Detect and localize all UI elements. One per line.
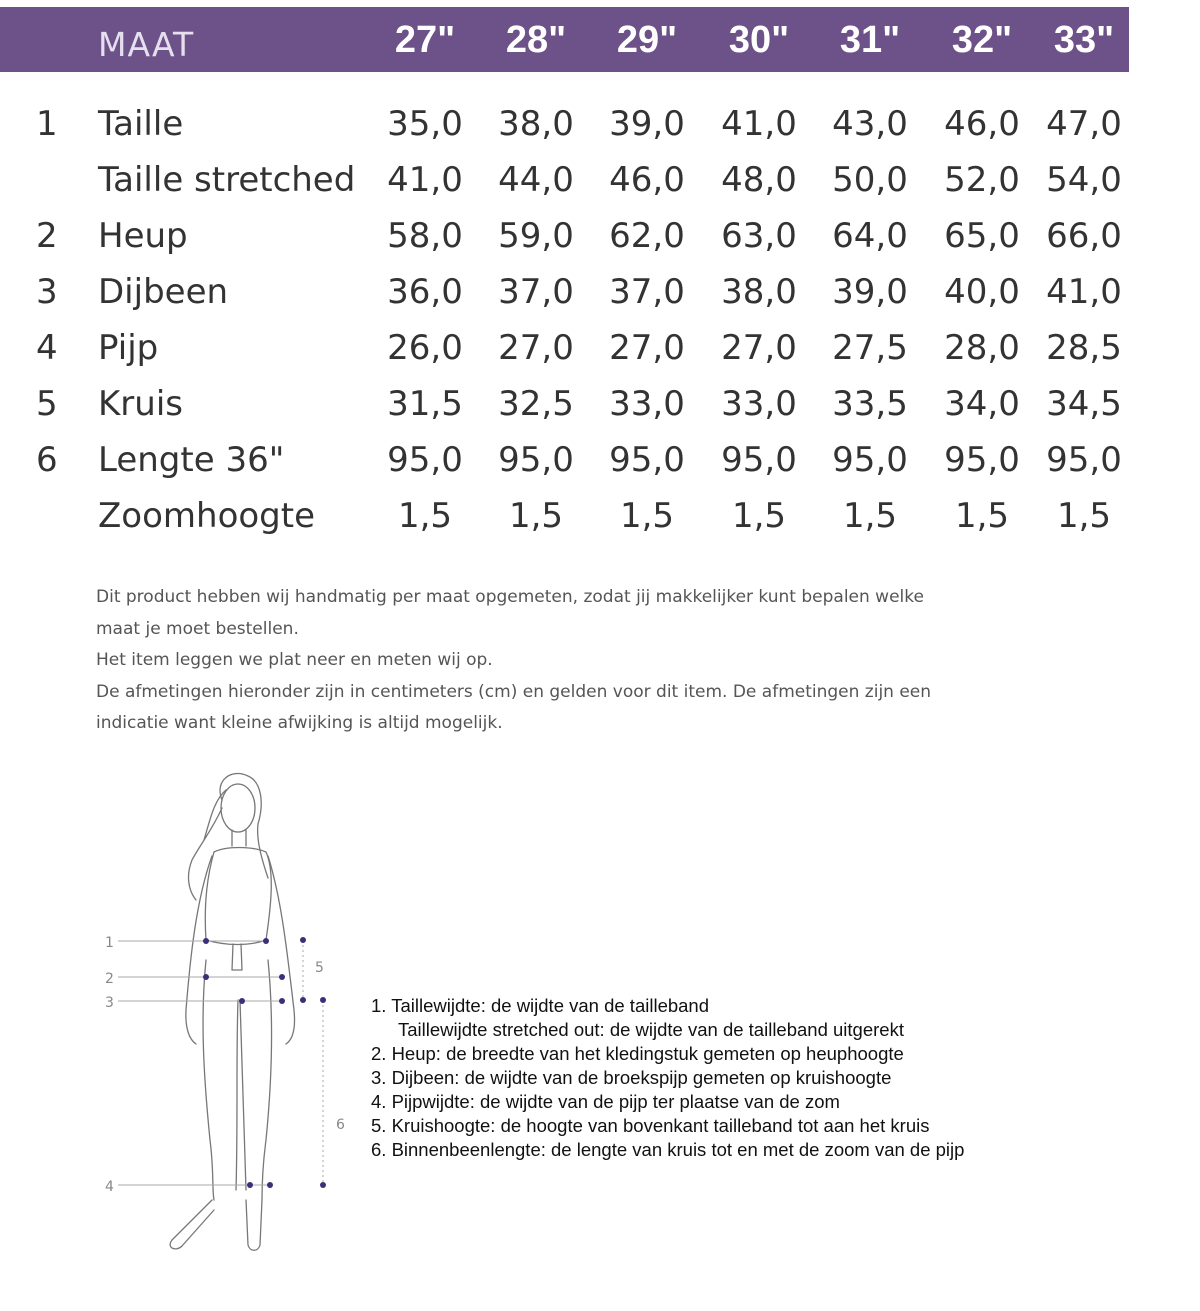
cell: 37,0 bbox=[498, 272, 574, 312]
row-label: Heup bbox=[98, 216, 188, 256]
cell: 63,0 bbox=[721, 216, 797, 256]
cell: 66,0 bbox=[1046, 216, 1122, 256]
row-number: 5 bbox=[36, 384, 58, 424]
cell: 65,0 bbox=[944, 216, 1020, 256]
figure-marker-2: 2 bbox=[105, 971, 114, 987]
cell: 64,0 bbox=[832, 216, 908, 256]
description-line: indicatie want kleine afwijking is altijd mogelijk. bbox=[96, 713, 503, 733]
cell: 1,5 bbox=[508, 496, 564, 536]
table-row bbox=[0, 272, 1200, 328]
maat-label: MAAT bbox=[98, 25, 195, 64]
figure-marker-3: 3 bbox=[105, 995, 114, 1011]
row-number: 1 bbox=[36, 104, 58, 144]
row-label: Dijbeen bbox=[98, 272, 229, 312]
cell: 1,5 bbox=[619, 496, 675, 536]
table-row bbox=[0, 104, 1200, 160]
legend-item: 1. Taillewijdte: de wijdte van de tailleband bbox=[371, 995, 710, 1016]
size-32: 32" bbox=[951, 19, 1013, 61]
table-row bbox=[0, 328, 1200, 384]
cell: 95,0 bbox=[832, 440, 908, 480]
figure-marker-4: 4 bbox=[105, 1179, 114, 1195]
cell: 1,5 bbox=[954, 496, 1010, 536]
cell: 28,0 bbox=[944, 328, 1020, 368]
cell: 32,5 bbox=[498, 384, 574, 424]
cell: 27,0 bbox=[609, 328, 685, 368]
measurement-figure bbox=[96, 765, 376, 1265]
cell: 52,0 bbox=[944, 160, 1020, 200]
cell: 1,5 bbox=[731, 496, 787, 536]
cell: 47,0 bbox=[1046, 104, 1122, 144]
cell: 28,5 bbox=[1046, 328, 1122, 368]
description-line: Dit product hebben wij handmatig per maat opgemeten, zodat jij makkelijker kunt bepalen welke bbox=[96, 587, 924, 607]
cell: 35,0 bbox=[387, 104, 463, 144]
description-line: maat je moet bestellen. bbox=[96, 618, 299, 639]
description-line: De afmetingen hieronder zijn in centimeters (cm) en gelden voor dit item. De afmetingen zijn een bbox=[96, 681, 932, 702]
cell: 59,0 bbox=[498, 216, 574, 256]
cell: 27,0 bbox=[498, 328, 574, 368]
legend-item: 6. Binnenbeenlengte: de lengte van kruis tot en met de zoom van de pijp bbox=[371, 1139, 965, 1160]
cell: 36,0 bbox=[387, 272, 463, 312]
table-row bbox=[0, 216, 1200, 272]
row-label: Kruis bbox=[98, 384, 183, 424]
cell: 48,0 bbox=[721, 160, 797, 200]
row-label: Zoomhoogte bbox=[98, 496, 315, 536]
legend-item: Taillewijdte stretched out: de wijdte van de tailleband uitgerekt bbox=[398, 1019, 904, 1040]
cell: 43,0 bbox=[832, 104, 908, 144]
cell: 1,5 bbox=[397, 496, 453, 536]
cell: 40,0 bbox=[944, 272, 1020, 312]
cell: 1,5 bbox=[1056, 496, 1112, 536]
cell: 50,0 bbox=[832, 160, 908, 200]
row-number: 2 bbox=[36, 216, 58, 256]
table-row bbox=[0, 440, 1200, 496]
cell: 95,0 bbox=[1046, 440, 1122, 480]
cell: 41,0 bbox=[1046, 272, 1122, 312]
row-label: Lengte 36" bbox=[98, 440, 285, 480]
cell: 34,5 bbox=[1046, 384, 1122, 424]
cell: 27,0 bbox=[721, 328, 797, 368]
cell: 95,0 bbox=[498, 440, 574, 480]
cell: 95,0 bbox=[609, 440, 685, 480]
size-29: 29" bbox=[616, 19, 678, 61]
cell: 95,0 bbox=[387, 440, 463, 480]
cell: 95,0 bbox=[944, 440, 1020, 480]
row-number: 4 bbox=[36, 328, 58, 368]
cell: 38,0 bbox=[721, 272, 797, 312]
cell: 58,0 bbox=[387, 216, 463, 256]
cell: 1,5 bbox=[842, 496, 898, 536]
cell: 41,0 bbox=[721, 104, 797, 144]
legend-item: 5. Kruishoogte: de hoogte van bovenkant tailleband tot aan het kruis bbox=[371, 1115, 930, 1136]
cell: 33,5 bbox=[832, 384, 908, 424]
cell: 26,0 bbox=[387, 328, 463, 368]
table-row bbox=[0, 496, 1200, 552]
description bbox=[96, 582, 936, 740]
cell: 54,0 bbox=[1046, 160, 1122, 200]
row-label: Taille stretched bbox=[98, 160, 356, 200]
cell: 62,0 bbox=[609, 216, 685, 256]
legend-item: 4. Pijpwijdte: de wijdte van de pijp ter plaatse van de zom bbox=[371, 1091, 840, 1112]
figure-marker-6: 6 bbox=[336, 1117, 345, 1133]
row-label: Taille bbox=[98, 104, 184, 144]
measurement-legend bbox=[371, 994, 964, 1162]
row-number: 3 bbox=[36, 272, 58, 312]
description-line: Het item leggen we plat neer en meten wij op. bbox=[96, 650, 493, 670]
cell: 33,0 bbox=[609, 384, 685, 424]
size-30: 30" bbox=[728, 19, 790, 61]
legend-item: 2. Heup: de breedte van het kledingstuk gemeten op heuphoogte bbox=[371, 1043, 904, 1064]
figure-marker-5: 5 bbox=[315, 960, 324, 976]
cell: 39,0 bbox=[832, 272, 908, 312]
row-number: 6 bbox=[36, 440, 58, 480]
cell: 37,0 bbox=[609, 272, 685, 312]
size-27: 27" bbox=[394, 19, 456, 61]
figure-marker-1: 1 bbox=[105, 935, 114, 951]
cell: 31,5 bbox=[387, 384, 463, 424]
size-33: 33" bbox=[1053, 19, 1115, 61]
cell: 39,0 bbox=[609, 104, 685, 144]
row-label: Pijp bbox=[98, 328, 159, 368]
cell: 38,0 bbox=[498, 104, 574, 144]
cell: 41,0 bbox=[387, 160, 463, 200]
cell: 46,0 bbox=[609, 160, 685, 200]
table-row bbox=[0, 160, 1200, 216]
cell: 44,0 bbox=[498, 160, 574, 200]
size-28: 28" bbox=[505, 19, 567, 61]
table-row bbox=[0, 384, 1200, 440]
cell: 46,0 bbox=[944, 104, 1020, 144]
cell: 27,5 bbox=[832, 328, 908, 368]
cell: 33,0 bbox=[721, 384, 797, 424]
size-header bbox=[0, 7, 1129, 72]
cell: 34,0 bbox=[944, 384, 1020, 424]
cell: 95,0 bbox=[721, 440, 797, 480]
legend-item: 3. Dijbeen: de wijdte van de broekspijp gemeten op kruishoogte bbox=[371, 1067, 892, 1088]
size-31: 31" bbox=[839, 19, 901, 61]
